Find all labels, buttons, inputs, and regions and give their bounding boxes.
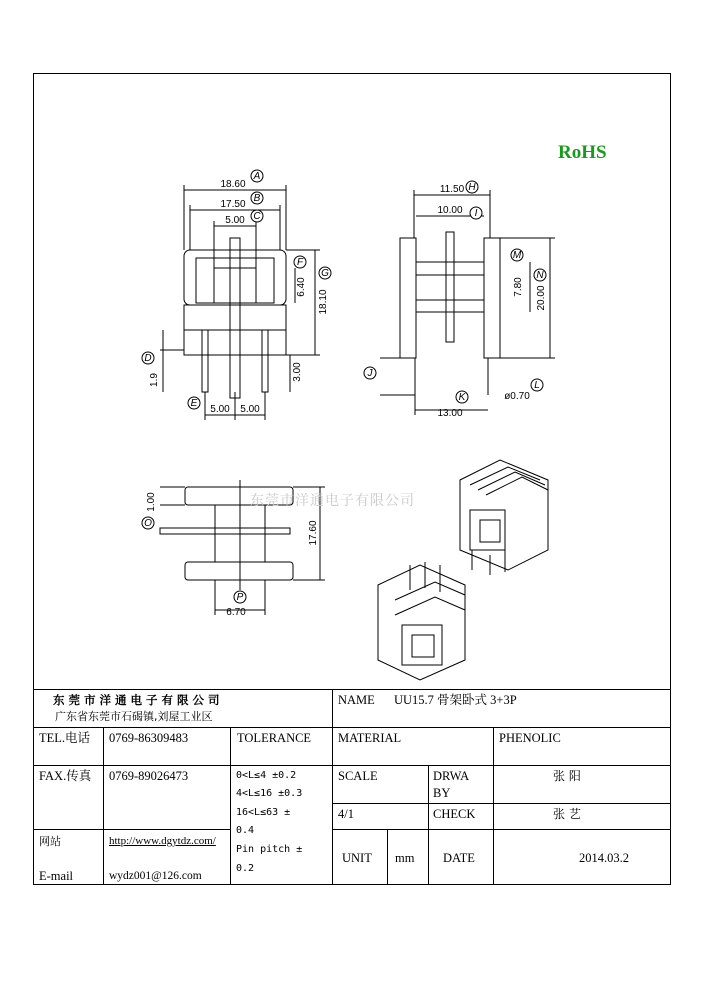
check-value: 张 艺 [553, 807, 581, 821]
material-value: PHENOLIC [499, 731, 561, 745]
tel-value: 0769-86309483 [109, 731, 189, 745]
name-value: UU15.7 骨架卧式 3+3P [394, 693, 517, 707]
tolerance-line-4: Pin pitch ± [236, 844, 303, 855]
marker-l: L [534, 380, 540, 391]
marker-j: J [367, 368, 373, 379]
title-block [33, 689, 671, 885]
unit-label: UNIT [342, 851, 372, 865]
rohs-label: RoHS [558, 142, 607, 163]
marker-e: E [190, 398, 198, 409]
watermark: 东莞市洋通电子有限公司 [250, 493, 415, 509]
marker-k: K [458, 392, 466, 403]
dim-c: 5.00 [225, 215, 245, 226]
dim-p: 6.70 [226, 607, 246, 618]
dim-a: 18.60 [220, 179, 246, 190]
dim-k: 13.00 [437, 408, 463, 419]
email-value: wydz001@126.com [109, 870, 202, 882]
isometric-view-lower [378, 562, 465, 680]
dim-f: 6.40 [296, 277, 307, 297]
dim-d: 1.9 [149, 373, 160, 387]
fax-value: 0769-89026473 [109, 769, 189, 783]
dim-o1: 1.00 [146, 492, 157, 512]
marker-n: N [536, 270, 544, 281]
name-label: NAME [338, 693, 375, 707]
drawn-value: 张 阳 [553, 769, 581, 783]
check-label: CHECK [433, 807, 476, 821]
marker-d: D [144, 353, 152, 364]
side-view [380, 190, 555, 415]
tolerance-line-4b: 0.2 [236, 863, 255, 874]
dim-l: ø0.70 [504, 391, 530, 402]
dim-e1: 5.00 [210, 404, 230, 415]
scale-label: SCALE [338, 769, 378, 783]
drawn-label-1: DRWA [433, 769, 470, 783]
marker-h: H [468, 182, 476, 193]
marker-f: F [296, 257, 304, 268]
dim-m: 7.80 [513, 277, 524, 297]
tel-label: TEL.电话 [39, 731, 91, 745]
email-label: E-mail [39, 869, 74, 883]
date-value: 2014.03.2 [579, 851, 629, 865]
marker-c: C [253, 211, 261, 222]
dim-b: 17.50 [220, 199, 246, 210]
marker-i: I [474, 208, 478, 219]
marker-o: O [144, 518, 152, 529]
marker-g: G [321, 268, 329, 279]
tolerance-line-2: 4<L≤16 ±0.3 [236, 788, 303, 799]
company-address: 广东省东莞市石碣镇,刘屋工业区 [55, 710, 213, 723]
dim-g: 18.10 [318, 289, 329, 315]
website-link[interactable]: http://www.dgytdz.com/ [109, 835, 216, 847]
unit-value: mm [395, 851, 415, 865]
dim-i: 10.00 [437, 205, 463, 216]
tolerance-line-3b: 0.4 [236, 825, 255, 836]
dim-n: 20.00 [536, 285, 547, 311]
tolerance-line-3: 16<L≤63 ± [236, 807, 291, 818]
material-label: MATERIAL [338, 731, 402, 745]
drawn-label-2: BY [433, 786, 451, 800]
dim-o2: 17.60 [308, 520, 319, 546]
marker-m: M [512, 250, 522, 261]
fax-label: FAX.传真 [39, 769, 92, 783]
date-label: DATE [443, 851, 475, 865]
tolerance-label: TOLERANCE [237, 731, 312, 745]
marker-b: B [253, 193, 261, 204]
company-name: 东 莞 市 洋 通 电 子 有 限 公 司 [53, 693, 220, 707]
dim-h: 11.50 [439, 184, 465, 195]
tolerance-line-1: 0<L≤4 ±0.2 [236, 770, 297, 781]
web-label: 网站 [39, 835, 61, 848]
dim-e-height: 3.00 [292, 362, 303, 382]
isometric-view-upper [460, 460, 548, 575]
marker-p: P [236, 592, 244, 603]
scale-value: 4/1 [338, 807, 354, 821]
dim-e2: 5.00 [240, 404, 260, 415]
marker-a: A [253, 171, 261, 182]
